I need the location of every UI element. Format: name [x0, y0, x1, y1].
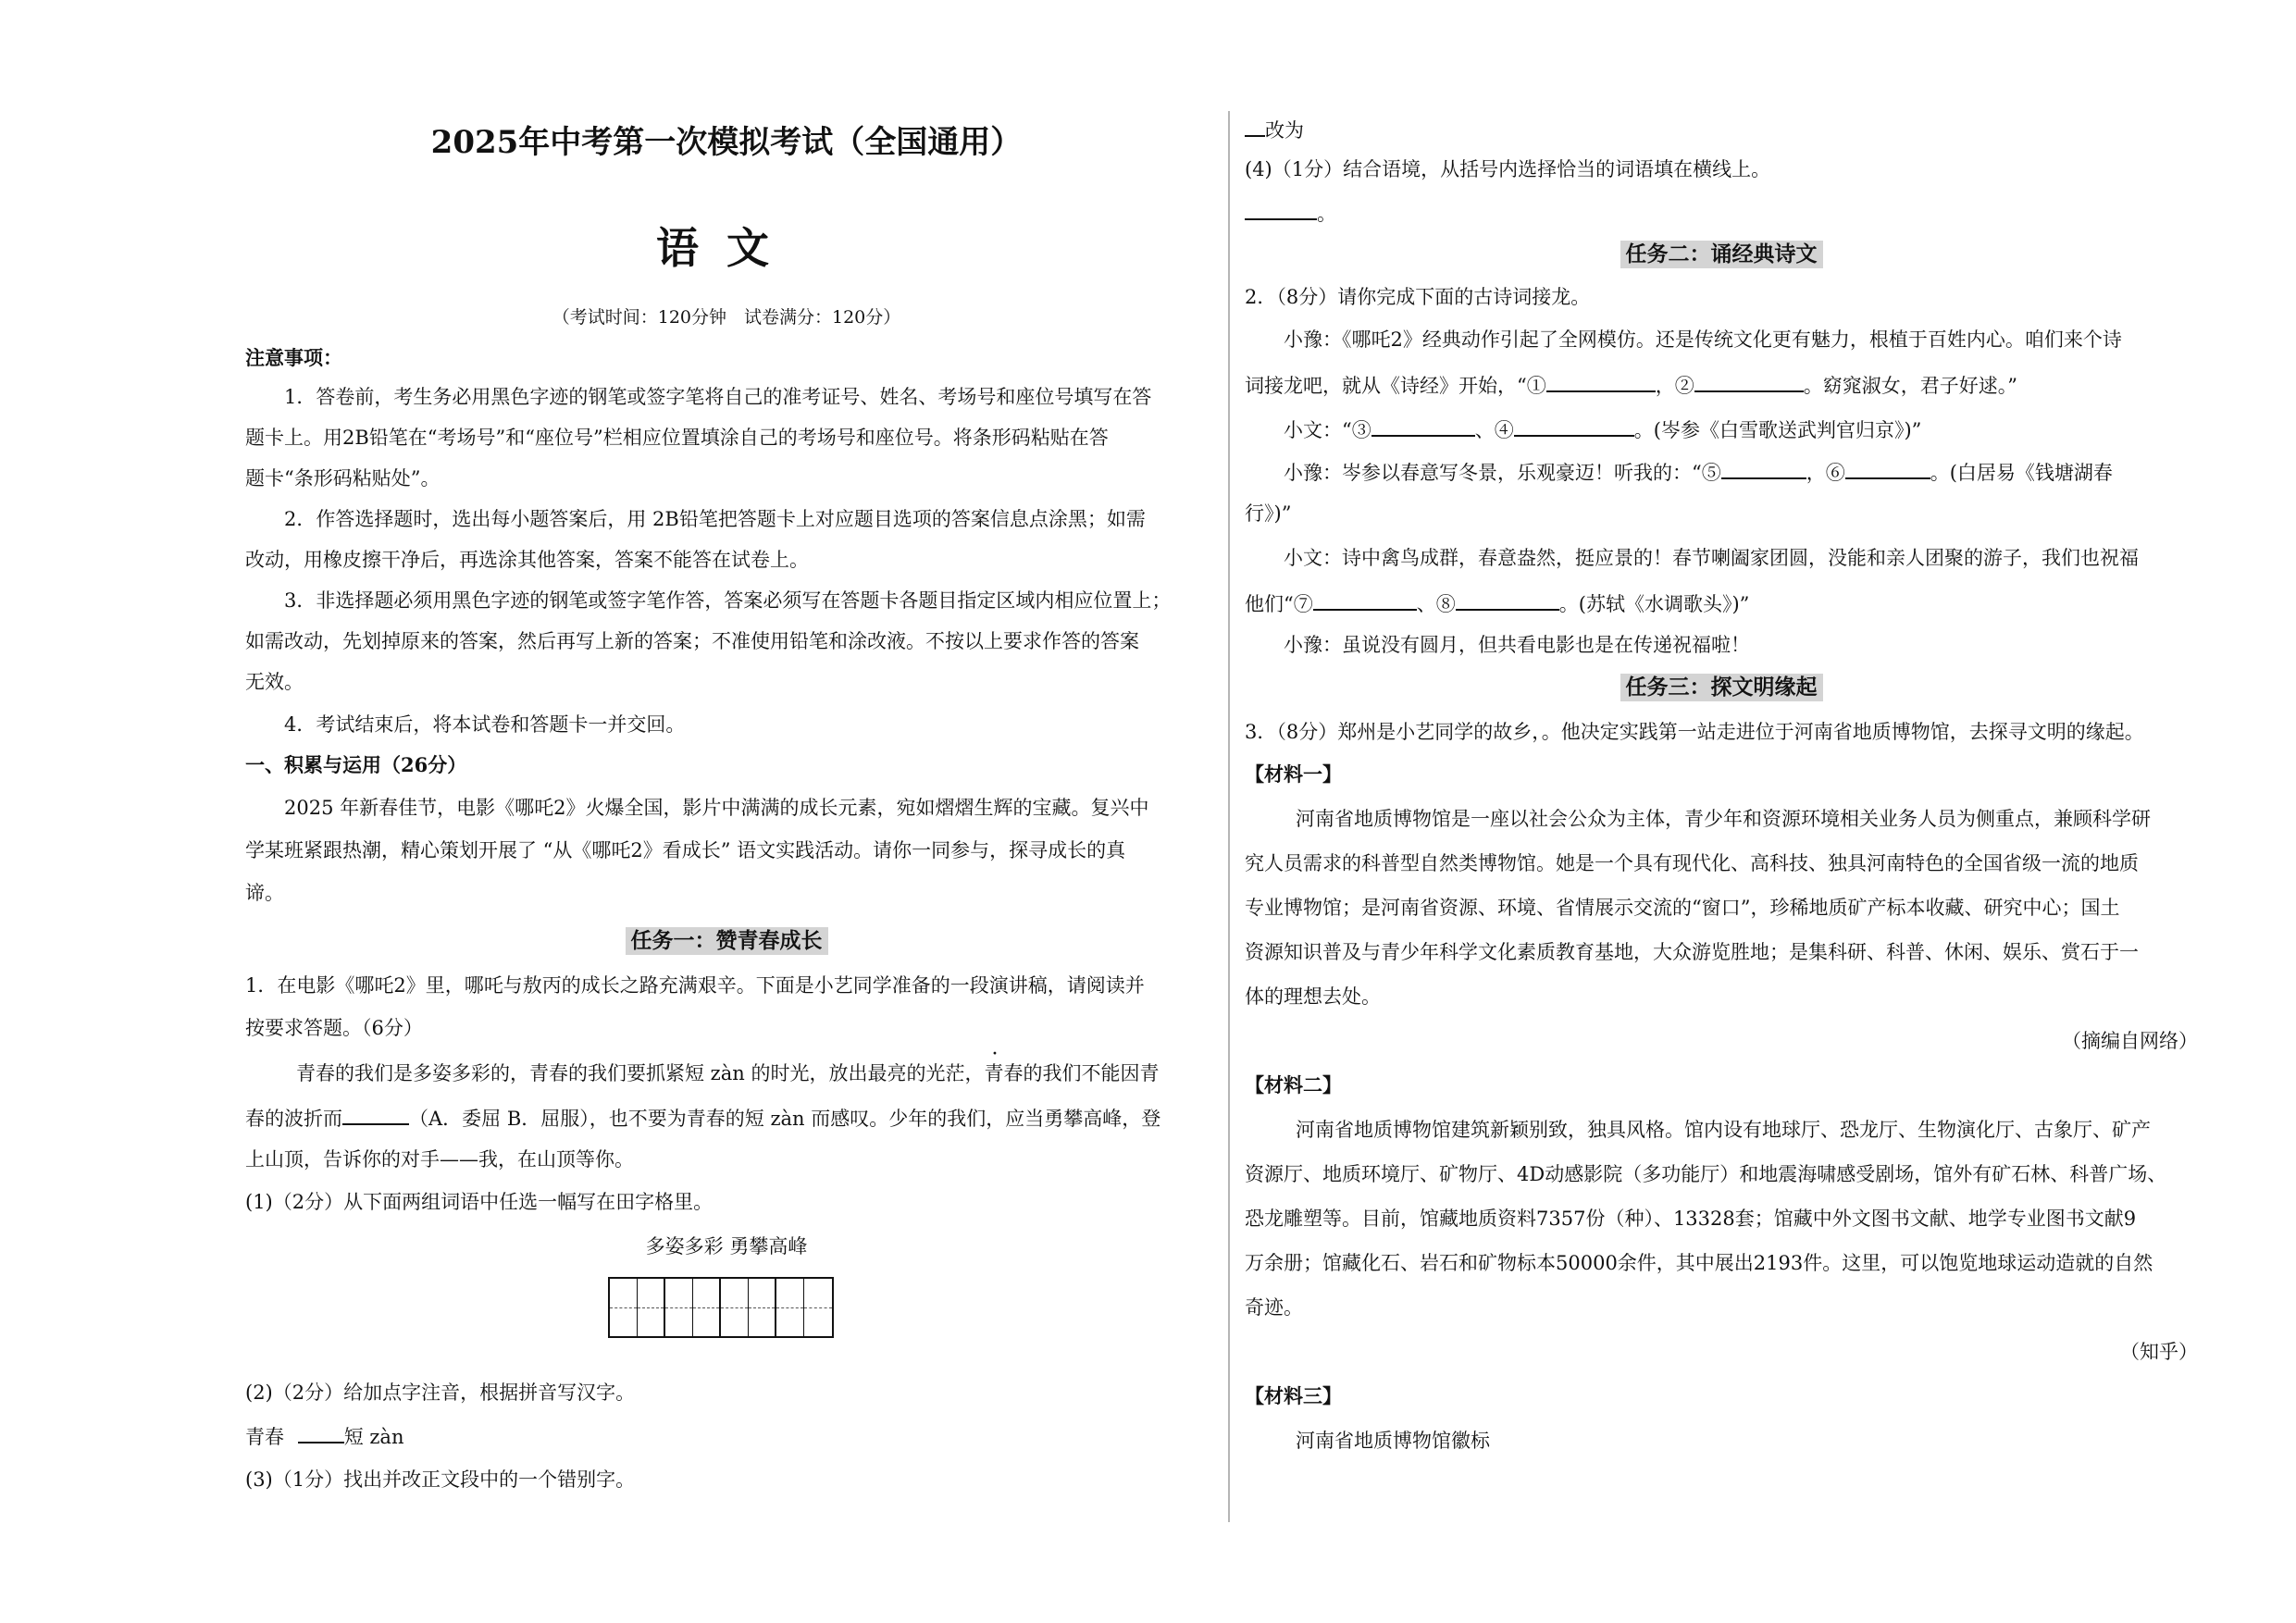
question-line: 1．在电影《哪吒2》里，哪吒与敖丙的成长之路充满艰辛。下面是小艺同学准备的一段演讲稿，请阅读并 [245, 974, 1145, 997]
answer-line [245, 1421, 403, 1451]
dialogue-text: 小豫：岑参以春意写冬景，乐观豪迈！听我的：“⑤ [1284, 462, 1721, 484]
dialogue-line [1245, 370, 2017, 400]
material-line: 万余册；馆藏化石、岩石和矿物标本50000余件，其中展出2193件。这里，可以饱览地球运动造就的自然 [1245, 1252, 2153, 1274]
column-divider [1228, 111, 1230, 1522]
dotted-char: 青 [984, 1062, 1004, 1084]
answer-label: 青春 [245, 1426, 284, 1448]
answer-blank[interactable] [1245, 115, 1265, 137]
grid-cell[interactable] [693, 1279, 721, 1336]
speech-text: （A．委屈 B．屈服），也不要为青春的短 zàn 而感叹。少年的我们，应当勇攀高峰，登 [409, 1108, 1161, 1130]
material-heading: 【材料二】 [1245, 1073, 1342, 1096]
exam-info: （考试时间：120分钟 试卷满分：120分） [552, 307, 901, 328]
notes-heading: 注意事项： [245, 346, 342, 369]
dialogue-text: 。(苏轼《水调歌头》)” [1558, 593, 1750, 615]
speech-line: 上山顶，告诉你的对手——我，在山顶等你。 [245, 1148, 634, 1171]
speech-line [296, 1059, 1159, 1087]
question-line: 3．（8分）郑州是小艺同学的故乡，。他决定实践第一站走进位于河南省地质博物馆，去探寻文明的缘起。 [1245, 721, 2144, 743]
task-heading [1245, 241, 2198, 268]
material-heading: 【材料一】 [1245, 762, 1342, 786]
speech-text: 春的我们不能因青 [1003, 1062, 1160, 1084]
note-line: 2．作答选择题时，选出每小题答案后，用 2B铅笔把答题卡上对应题目选项的答案信息点涂黑；如需 [284, 508, 1146, 530]
material-heading: 【材料三】 [1245, 1384, 1342, 1407]
dialogue-text: 小文：“③ [1284, 419, 1371, 441]
task-label: 任务二：诵经典诗文 [1620, 241, 1823, 268]
material-line: 恐龙雕塑等。目前，馆藏地质资料7357份（种）、13328套；馆藏中外文图书文献、地学专业图书文献9 [1245, 1208, 2137, 1230]
dialogue-text: 。(岑参《白雪歌送武判官归京》)” [1633, 419, 1922, 441]
dialogue-line: 行》)” [1245, 502, 1292, 525]
dialogue-line [1284, 415, 1921, 444]
material-line: 资源知识普及与青少年科学文化素质教育基地，大众游览胜地；是集科研、科普、休闲、娱乐、赏石于一 [1245, 941, 2139, 963]
intro-line: 谛。 [245, 882, 284, 904]
grid-cell[interactable] [749, 1279, 776, 1336]
question-line: (1)（2分）从下面两组词语中任选一幅写在田字格里。 [245, 1191, 714, 1213]
dialogue-line [1245, 588, 1749, 618]
answer-blank[interactable] [1546, 370, 1656, 392]
dialogue-text: 他们“⑦ [1245, 593, 1313, 615]
material-line: 河南省地质博物馆建筑新颖别致，独具风格。馆内设有地球厅、恐龙厅、生物演化厅、古象厅、矿产 [1296, 1119, 2151, 1141]
note-line: 1．答卷前，考生务必用黑色字迹的钢笔或签字笔将自己的准考证号、姓名、考场号和座位号填写在答 [284, 386, 1152, 408]
intro-line: 2025 年新春佳节，电影《哪吒2》火爆全国，影片中满满的成长元素，宛如熠熠生辉的宝藏。复兴中 [284, 797, 1149, 819]
task-heading [245, 927, 1208, 955]
grid-cell[interactable] [776, 1279, 804, 1336]
intro-line: 学某班紧跟热潮，精心策划开展了 “从《哪吒2》看成长” 语文实践活动。请你一同参与，探寻成长的真 [245, 839, 1126, 861]
grid-cell[interactable] [804, 1279, 832, 1336]
note-line: 题卡上。用2B铅笔在“考场号”和“座位号”栏相应位置填涂自己的考场号和座位号。将条形码粘贴在答 [245, 427, 1109, 449]
grid-cell[interactable] [665, 1279, 693, 1336]
section-heading: 一、积累与运用（26分） [245, 753, 467, 776]
answer-blank[interactable] [1721, 457, 1806, 479]
question-line: 按要求答题。（6分） [245, 1017, 423, 1039]
task-heading [1245, 674, 2198, 701]
material-line: 究人员需求的科普型自然类博物馆。她是一个具有现代化、高科技、独具河南特色的全国省级一流的地质 [1245, 852, 2139, 874]
tianzige-grid[interactable] [608, 1277, 834, 1338]
dialogue-text: ，⑥ [1806, 462, 1845, 484]
answer-line [1245, 115, 1304, 144]
material-line: 河南省地质博物馆是一座以社会公众为主体，青少年和资源环境相关业务人员为侧重点，兼顾科学研 [1296, 808, 2151, 830]
note-line: 3．非选择题必须用黑色字迹的钢笔或签字笔作答，答案必须写在答题卡各题目指定区域内相应位置上； [284, 589, 1172, 612]
dialogue-text: 。窈窕淑女，君子好逑。” [1803, 375, 2017, 397]
answer-label: 改为 [1265, 119, 1304, 142]
material-line: 体的理想去处。 [1245, 985, 1381, 1008]
source-note: （摘编自网络） [2062, 1030, 2198, 1052]
dialogue-text: ，② [1655, 375, 1694, 397]
dialogue-text: 、⑧ [1416, 593, 1456, 615]
note-line: 题卡“条形码粘贴处”。 [245, 467, 441, 489]
dialogue-line: 小豫：《哪吒2》经典动作引起了全网模仿。还是传统文化更有魅力，根植于百姓内心。咱们来个诗 [1284, 328, 2122, 351]
question-line: (2)（2分）给加点字注音，根据拼音写汉字。 [245, 1381, 636, 1404]
question-line: 2．（8分）请你完成下面的古诗词接龙。 [1245, 286, 1591, 308]
answer-line [1245, 198, 1336, 228]
question-line: (3)（1分）找出并改正文段中的一个错别字。 [245, 1468, 636, 1491]
answer-blank[interactable] [1694, 370, 1804, 392]
grid-cell[interactable] [610, 1279, 638, 1336]
subject-title: 语文 [656, 223, 797, 273]
answer-blank[interactable] [1514, 415, 1634, 437]
dialogue-line: 小文：诗中禽鸟成群，春意盎然，挺应景的！春节喇阖家团圆，没能和亲人团聚的游子，我们也祝福 [1284, 547, 2139, 569]
word-options: 多姿多彩 勇攀高峰 [645, 1235, 808, 1258]
material-line: 资源厅、地质环境厅、矿物厅、4D动感影院（多功能厅）和地震海啸感受剧场，馆外有矿石林、科普广场、 [1245, 1163, 2167, 1185]
material-line: 奇迹。 [1245, 1296, 1303, 1319]
note-line: 无效。 [245, 671, 304, 693]
speech-line [245, 1103, 1160, 1133]
grid-cell[interactable] [638, 1279, 665, 1336]
grid-cell[interactable] [721, 1279, 749, 1336]
material-line: 河南省地质博物馆徽标 [1296, 1430, 1490, 1452]
dialogue-text: 。(白居易《钱塘湖春 [1930, 462, 2113, 484]
answer-blank[interactable] [1313, 588, 1417, 611]
answer-blank[interactable] [1456, 588, 1559, 611]
dialogue-text: 词接龙吧，就从《诗经》开始，“① [1245, 375, 1546, 397]
note-line: 4．考试结束后，将本试卷和答题卡一并交回。 [284, 713, 686, 736]
dialogue-text: 、④ [1474, 419, 1514, 441]
source-note: （知乎） [2120, 1341, 2198, 1363]
task-label: 任务一：赞青春成长 [626, 927, 828, 955]
exam-title: 2025年中考第一次模拟考试（全国通用） [430, 124, 1023, 161]
task-label: 任务三：探文明缘起 [1620, 674, 1823, 701]
dialogue-line [1284, 457, 2113, 487]
speech-text: 青春的我们是多姿多彩的，青春的我们要抓紧短 zàn 的时光，放出最亮的光茫， [296, 1062, 985, 1084]
speech-text: 春的波折而 [245, 1108, 342, 1130]
answer-label: 。 [1317, 203, 1336, 225]
note-line: 改动，用橡皮擦干净后，再选涂其他答案，答案不能答在试卷上。 [245, 549, 809, 571]
answer-label: 短 zàn [343, 1426, 404, 1448]
answer-blank[interactable] [1245, 198, 1317, 220]
material-line: 专业博物馆；是河南省资源、环境、省情展示交流的“窗口”，珍稀地质矿产标本收藏、研究中心；国土 [1245, 897, 2120, 919]
answer-blank[interactable] [342, 1103, 409, 1125]
answer-blank[interactable] [1845, 457, 1930, 479]
note-line: 如需改动，先划掉原来的答案，然后再写上新的答案；不准使用铅笔和涂改液。不按以上要求作答的答案 [245, 630, 1139, 652]
answer-blank[interactable] [298, 1421, 344, 1443]
dialogue-line: 小豫：虽说没有圆月，但共看电影也是在传递祝福啦！ [1284, 634, 1750, 656]
question-line: (4)（1分）结合语境，从括号内选择恰当的词语填在横线上。 [1245, 158, 1771, 180]
answer-blank[interactable] [1371, 415, 1475, 437]
